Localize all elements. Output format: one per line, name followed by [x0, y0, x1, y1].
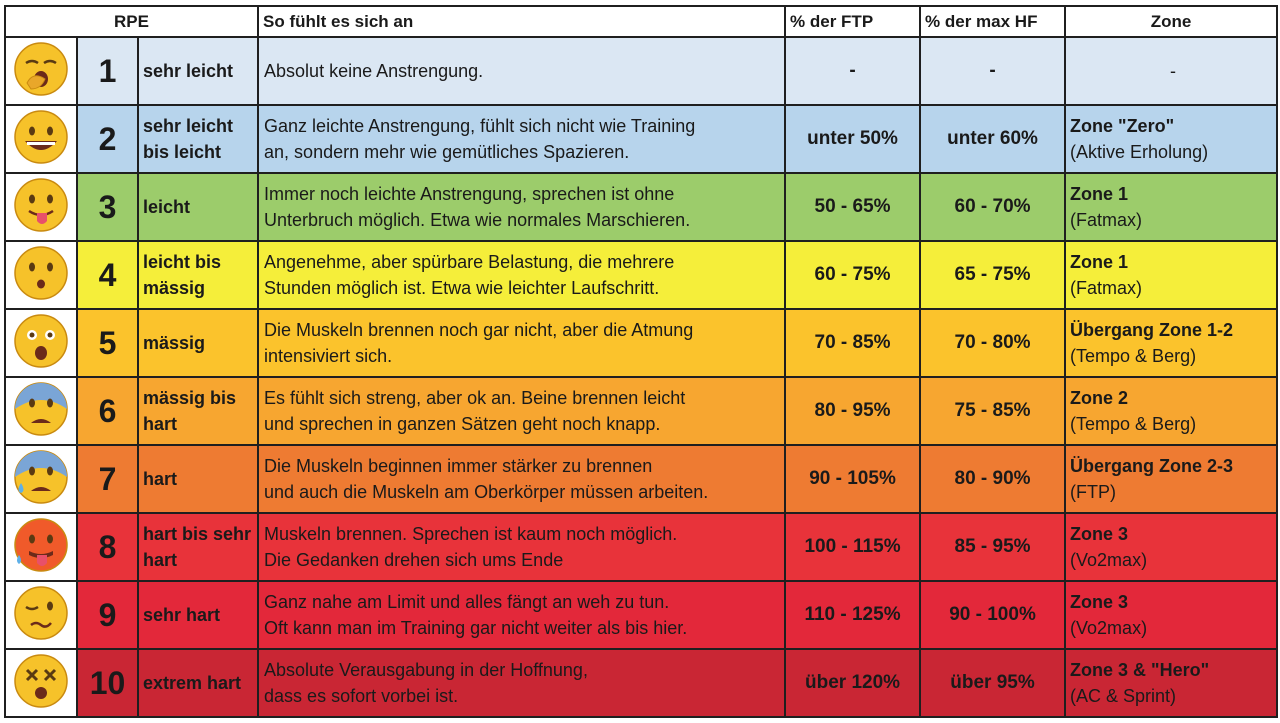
description-line: Es fühlt sich streng, aber ok an. Beine brennen leicht — [264, 388, 686, 408]
header-hf: % der max HF — [920, 6, 1065, 37]
yawning-face-icon — [11, 39, 71, 104]
zone-subtitle: (Vo2max) — [1070, 550, 1148, 570]
description-line: an, sondern mehr wie gemütliches Spazieren. — [264, 142, 630, 162]
emoji-cell — [5, 241, 77, 309]
zone-cell — [1065, 513, 1277, 581]
rpe-table — [4, 5, 1278, 718]
description-line: Immer noch leichte Anstrengung, sprechen ist ohne — [264, 184, 675, 204]
feel-description — [258, 649, 785, 717]
zone-name: Zone 3 — [1070, 592, 1129, 612]
header-rpe: RPE — [5, 6, 258, 37]
table-row — [5, 309, 1277, 377]
hf-percent: - — [920, 37, 1065, 105]
feel-description — [258, 377, 785, 445]
description-line: Oft kann man im Training gar nicht weiter als bis hier. — [264, 618, 688, 638]
feel-description — [258, 309, 785, 377]
description-line: Ganz nahe am Limit und alles fängt an weh zu tun. — [264, 592, 670, 612]
fearful-face-icon — [11, 379, 71, 444]
description-line: Absolute Verausgabung in der Hoffnung, — [264, 660, 588, 680]
zone-cell — [1065, 581, 1277, 649]
hot-face-icon — [11, 515, 71, 580]
zone-cell — [1065, 445, 1277, 513]
hf-percent: 75 - 85% — [920, 377, 1065, 445]
zone-name: Zone "Zero" — [1070, 116, 1175, 136]
rpe-number: 4 — [77, 241, 138, 309]
ftp-percent: 90 - 105% — [785, 445, 920, 513]
rpe-number: 8 — [77, 513, 138, 581]
rpe-level: sehr hart — [138, 581, 258, 649]
header-zone: Zone — [1065, 6, 1277, 37]
feel-description — [258, 241, 785, 309]
rpe-level: sehr leicht — [138, 37, 258, 105]
description-line: und auch die Muskeln am Oberkörper müssen arbeiten. — [264, 482, 709, 502]
description-line: Angenehme, aber spürbare Belastung, die mehrere — [264, 252, 675, 272]
emoji-cell — [5, 37, 77, 105]
zone-name: Übergang Zone 2-3 — [1070, 456, 1234, 476]
tongue-out-face-icon — [11, 175, 71, 240]
rpe-level: leicht — [138, 173, 258, 241]
zone-name: Zone 3 — [1070, 524, 1129, 544]
rpe-number: 10 — [77, 649, 138, 717]
zone-dash: - — [1170, 61, 1177, 81]
hf-percent: unter 60% — [920, 105, 1065, 173]
hf-percent: 90 - 100% — [920, 581, 1065, 649]
rpe-level: hart bis sehr hart — [138, 513, 258, 581]
astonished-face-icon — [11, 311, 71, 376]
description-line: Die Muskeln brennen noch gar nicht, aber die Atmung — [264, 320, 694, 340]
zone-name: Zone 1 — [1070, 184, 1129, 204]
zone-subtitle: (Vo2max) — [1070, 618, 1148, 638]
ftp-percent: 50 - 65% — [785, 173, 920, 241]
rpe-level: leicht bis mässig — [138, 241, 258, 309]
hf-percent: über 95% — [920, 649, 1065, 717]
description-line: dass es sofort vorbei ist. — [264, 686, 459, 706]
emoji-cell — [5, 649, 77, 717]
table-body — [5, 37, 1277, 717]
table-row — [5, 649, 1277, 717]
zone-cell — [1065, 105, 1277, 173]
rpe-number: 2 — [77, 105, 138, 173]
ftp-percent: - — [785, 37, 920, 105]
description-line: intensiviert sich. — [264, 346, 393, 366]
zone-name: Zone 1 — [1070, 252, 1129, 272]
rpe-number: 3 — [77, 173, 138, 241]
rpe-level: hart — [138, 445, 258, 513]
woozy-face-icon — [11, 583, 71, 648]
zone-cell — [1065, 309, 1277, 377]
zone-cell — [1065, 649, 1277, 717]
emoji-cell — [5, 309, 77, 377]
anxious-sweat-face-icon — [11, 447, 71, 512]
emoji-cell — [5, 377, 77, 445]
ftp-percent: unter 50% — [785, 105, 920, 173]
zone-subtitle: (Tempo & Berg) — [1070, 346, 1197, 366]
feel-description — [258, 445, 785, 513]
feel-description — [258, 37, 785, 105]
zone-name: Zone 2 — [1070, 388, 1129, 408]
rpe-level: mässig bis hart — [138, 377, 258, 445]
zone-name: Übergang Zone 1-2 — [1070, 320, 1234, 340]
rpe-number: 9 — [77, 581, 138, 649]
table-row — [5, 377, 1277, 445]
ftp-percent: 70 - 85% — [785, 309, 920, 377]
zone-cell — [1065, 377, 1277, 445]
dizzy-face-icon — [11, 651, 71, 716]
zone-subtitle: (FTP) — [1070, 482, 1117, 502]
emoji-cell — [5, 173, 77, 241]
description-line: Stunden möglich ist. Etwa wie leichter Laufschritt. — [264, 278, 660, 298]
ftp-percent: 80 - 95% — [785, 377, 920, 445]
description-line: Unterbruch möglich. Etwa wie normales Marschieren. — [264, 210, 691, 230]
table-row — [5, 105, 1277, 173]
zone-subtitle: (Aktive Erholung) — [1070, 142, 1209, 162]
header-ftp: % der FTP — [785, 6, 920, 37]
ftp-percent: 60 - 75% — [785, 241, 920, 309]
ftp-percent: über 120% — [785, 649, 920, 717]
zone-cell — [1065, 37, 1277, 105]
zone-cell — [1065, 241, 1277, 309]
emoji-cell — [5, 105, 77, 173]
hf-percent: 80 - 90% — [920, 445, 1065, 513]
description-line: Muskeln brennen. Sprechen ist kaum noch möglich. — [264, 524, 678, 544]
rpe-level: extrem hart — [138, 649, 258, 717]
rpe-number: 1 — [77, 37, 138, 105]
zone-name: Zone 3 & "Hero" — [1070, 660, 1210, 680]
feel-description — [258, 173, 785, 241]
zone-subtitle: (Tempo & Berg) — [1070, 414, 1197, 434]
grinning-face-icon — [11, 107, 71, 172]
zone-subtitle: (Fatmax) — [1070, 210, 1143, 230]
rpe-number: 5 — [77, 309, 138, 377]
hf-percent: 70 - 80% — [920, 309, 1065, 377]
ftp-percent: 110 - 125% — [785, 581, 920, 649]
feel-description — [258, 105, 785, 173]
description-line: Die Gedanken drehen sich ums Ende — [264, 550, 564, 570]
zone-subtitle: (Fatmax) — [1070, 278, 1143, 298]
feel-description — [258, 513, 785, 581]
table-row — [5, 37, 1277, 105]
zone-subtitle: (AC & Sprint) — [1070, 686, 1177, 706]
rpe-number: 7 — [77, 445, 138, 513]
header-feel: So fühlt es sich an — [258, 6, 785, 37]
rpe-level: mässig — [138, 309, 258, 377]
ftp-percent: 100 - 115% — [785, 513, 920, 581]
rpe-number: 6 — [77, 377, 138, 445]
description-line: und sprechen in ganzen Sätzen geht noch knapp. — [264, 414, 661, 434]
table-row — [5, 581, 1277, 649]
zone-cell — [1065, 173, 1277, 241]
emoji-cell — [5, 445, 77, 513]
feel-description — [258, 581, 785, 649]
hf-percent: 85 - 95% — [920, 513, 1065, 581]
header-row — [5, 6, 1277, 37]
hushed-face-icon — [11, 243, 71, 308]
table-row — [5, 173, 1277, 241]
table-row — [5, 445, 1277, 513]
hf-percent: 65 - 75% — [920, 241, 1065, 309]
emoji-cell — [5, 513, 77, 581]
rpe-level: sehr leicht bis leicht — [138, 105, 258, 173]
description-line: Absolut keine Anstrengung. — [264, 61, 484, 81]
hf-percent: 60 - 70% — [920, 173, 1065, 241]
table-row — [5, 513, 1277, 581]
description-line: Die Muskeln beginnen immer stärker zu brennen — [264, 456, 653, 476]
table-row — [5, 241, 1277, 309]
description-line: Ganz leichte Anstrengung, fühlt sich nicht wie Training — [264, 116, 696, 136]
emoji-cell — [5, 581, 77, 649]
